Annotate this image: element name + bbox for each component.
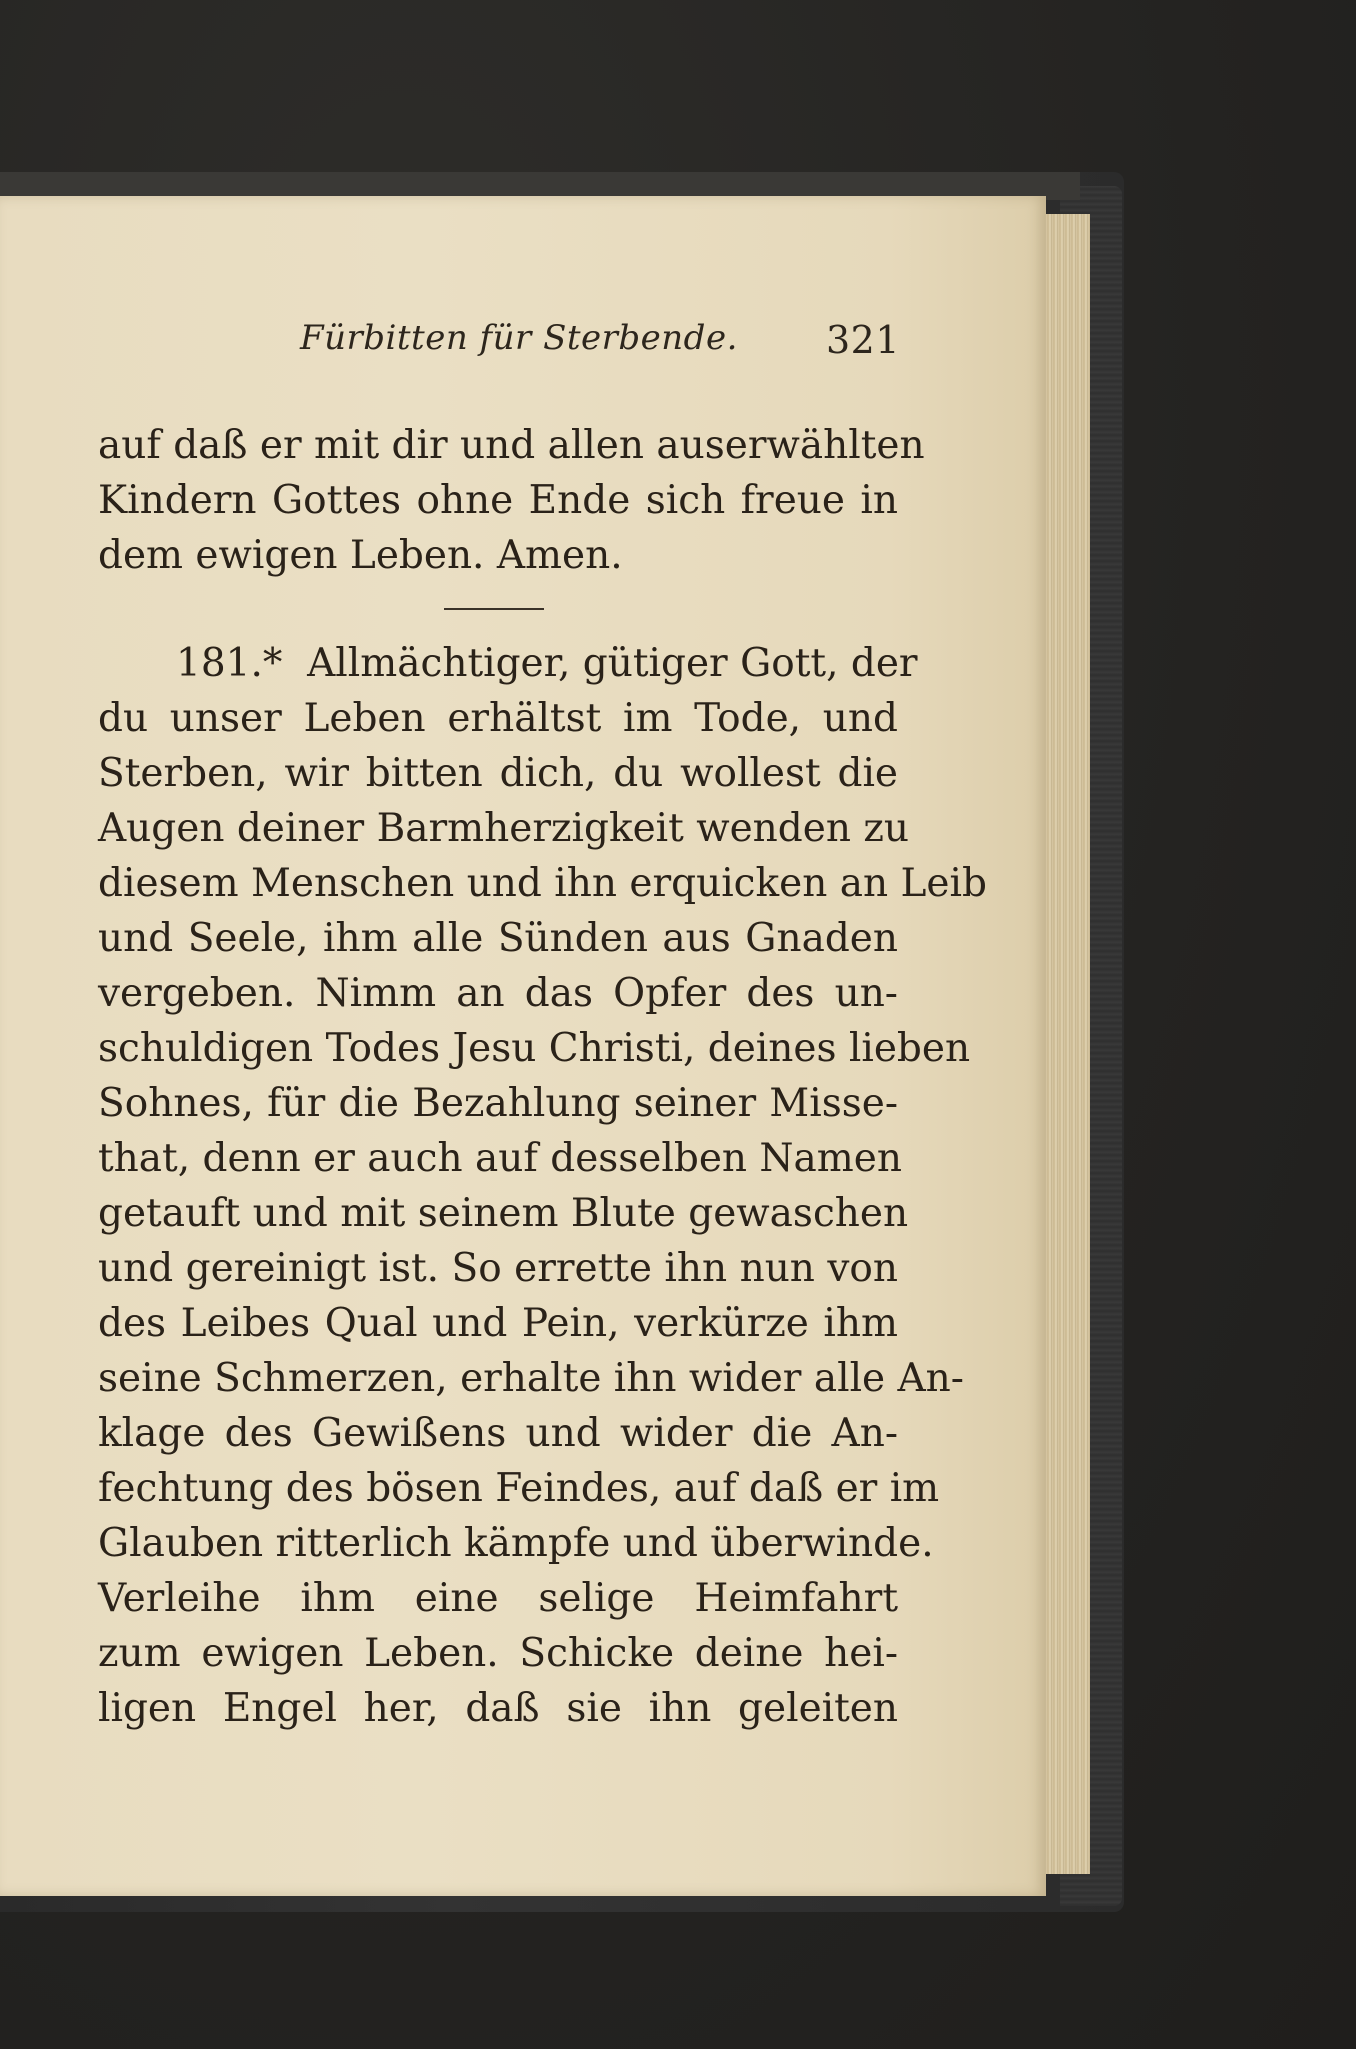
page-header [300, 318, 900, 368]
text-line: auf daß er mit dir und allen auserwählten [98, 423, 925, 468]
text-line: Verleihe ihm eine selige Heimfahrt [98, 1576, 898, 1621]
text-line: Sohnes, für die Bezahlung seiner Misse- [98, 1081, 898, 1126]
text-line [98, 636, 918, 691]
text-line: ligen Engel her, daß sie ihn geleiten [98, 1686, 898, 1731]
text-line: und gereinigt ist. So errette ihn nun von [98, 1246, 898, 1291]
text-line: diesem Menschen und ihn erquicken an Leib [98, 861, 987, 906]
text-line: Glauben ritterlich kämpfe und überwinde. [98, 1521, 934, 1566]
text-line: des Leibes Qual und Pein, verkürze ihm [98, 1301, 898, 1346]
text-line: zum ewigen Leben. Schicke deine hei- [98, 1631, 898, 1676]
text-line: und Seele, ihm alle Sünden aus Gnaden [98, 916, 898, 961]
text-line: seine Schmerzen, erhalte ihn wider alle An- [98, 1356, 964, 1401]
text-line: Sterben, wir bitten dich, du wollest die [98, 751, 898, 796]
text-line: klage des Gewißens und wider die An- [98, 1411, 898, 1456]
page-number: 321 [825, 318, 900, 362]
text-line: dem ewigen Leben. Amen. [98, 533, 623, 578]
prayer-first-line: Allmächtiger, gütiger Gott, der [307, 641, 918, 686]
text-line: Augen deiner Barmherzigkeit wenden zu [98, 806, 910, 851]
continuation-paragraph [98, 418, 925, 583]
prayer-number: 181.* [176, 641, 283, 686]
text-line: getauft und mit seinem Blute gewaschen [98, 1191, 909, 1236]
text-line: Kindern Gottes ohne Ende sich freue in [98, 478, 898, 523]
text-line: that, denn er auch auf desselben Namen [98, 1136, 902, 1181]
text-line: fechtung des bösen Feindes, auf daß er im [98, 1466, 940, 1511]
text-line: schuldigen Todes Jesu Christi, deines lieben [98, 1026, 971, 1071]
text-line: du unser Leben erhältst im Tode, und [98, 696, 898, 741]
running-title: Fürbitten für Sterbende. [300, 318, 738, 358]
prayer-paragraph [98, 636, 987, 1736]
section-divider [444, 608, 544, 610]
text-line: vergeben. Nimm an das Opfer des un- [98, 971, 898, 1016]
